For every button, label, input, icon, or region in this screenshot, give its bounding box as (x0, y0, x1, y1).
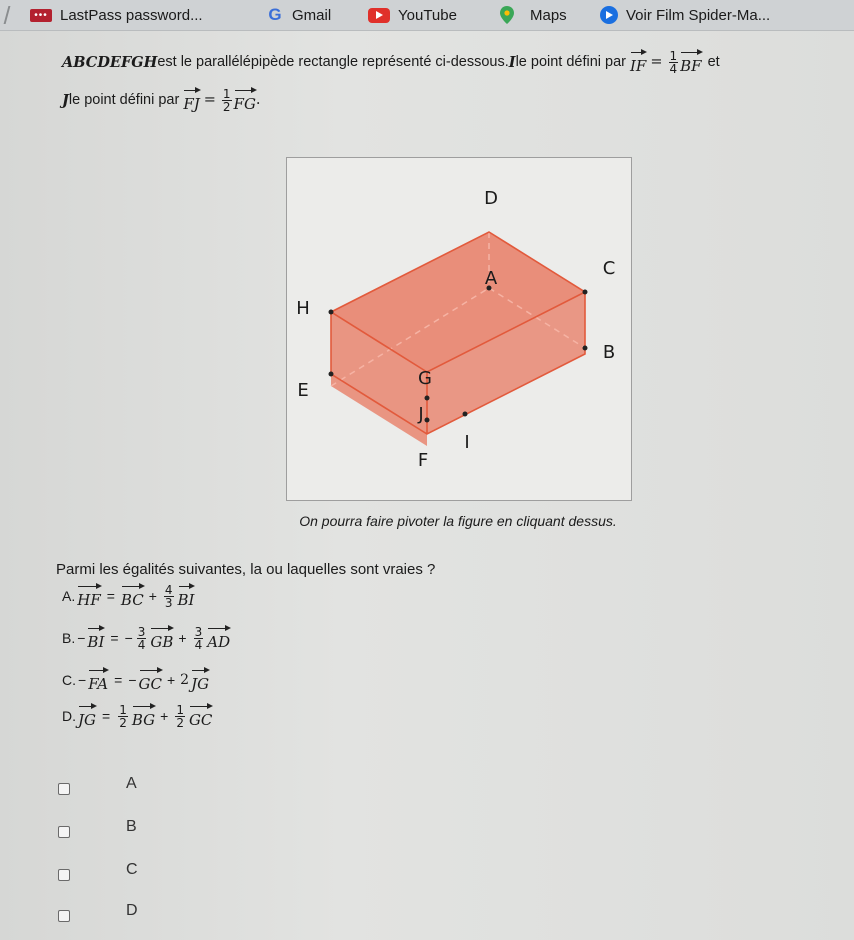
lastpass-icon: ••• (30, 9, 52, 22)
label-A: A (484, 268, 498, 289)
label-D: D (484, 188, 498, 209)
checkbox-box[interactable] (58, 826, 70, 838)
checkbox-B[interactable] (58, 826, 70, 838)
fraction-1-4: $\frac{1}{4}$ (669, 48, 678, 76)
bookmark-film[interactable] (600, 0, 770, 30)
vector-BG: BG (132, 703, 155, 729)
bookmark-label: Gmail (292, 6, 332, 24)
bookmark-maps[interactable] (500, 0, 567, 30)
fraction-4-3: $\frac{4}{3}$ (164, 582, 173, 610)
checkbox-label-C: C (126, 861, 138, 878)
vector-FG: FG (234, 87, 256, 113)
point-dot-C (583, 290, 588, 295)
question-line-1 (62, 49, 720, 75)
label-G: G (418, 368, 432, 389)
point-dot-G (425, 396, 430, 401)
conjunction-et: et (707, 54, 720, 70)
play-icon (600, 6, 618, 24)
option-letter: D. (62, 708, 76, 724)
equals-sign: = (650, 54, 663, 70)
question-text-def: le point défini par (515, 54, 626, 70)
bookmark-label: Maps (530, 6, 567, 24)
parallelepiped-figure[interactable] (286, 157, 632, 501)
checkbox-label-A: A (126, 775, 137, 792)
equals-sign: = (203, 92, 216, 108)
option-letter: B. (62, 630, 76, 646)
point-I: I (508, 53, 516, 71)
fraction-3-4: $\frac{3}{4}$ (194, 624, 203, 652)
vector-HF: HF (77, 583, 101, 609)
solid-name: ABCDEFGH (62, 53, 158, 71)
bookmark-label: YouTube (398, 6, 457, 24)
vector-GC: GC (189, 703, 212, 729)
label-J: J (418, 404, 424, 425)
vector-AD: AD (207, 625, 230, 651)
point-dot-B (583, 346, 588, 351)
question-prompt: Parmi les égalités suivantes, la ou laquelles sont vraies ? (56, 561, 436, 578)
vector-BI: BI (87, 625, 104, 651)
option-D: D. JG = $\frac{1}{2}$ BG + $\frac{1}{2}$ GC (62, 702, 213, 730)
vector-GC: GC (139, 667, 162, 693)
vector-BC: BC (121, 583, 144, 609)
vector-BI: BI (178, 583, 195, 609)
fraction-1-2: $\frac{1}{2}$ (119, 702, 127, 730)
parallelepiped-svg[interactable] (287, 158, 631, 500)
label-H: H (296, 298, 310, 319)
bookmark-youtube[interactable] (368, 0, 457, 30)
vector-IF: IF (630, 49, 646, 75)
checkbox-label-B: B (126, 818, 137, 835)
point-dot-E (329, 372, 334, 377)
option-letter: C. (62, 672, 76, 688)
question-text-def: le point défini par (68, 92, 180, 108)
fraction-1-2: $\frac{1}{2}$ (176, 702, 184, 730)
label-E: E (297, 380, 309, 401)
bookmark-label: LastPass password... (60, 6, 203, 24)
vector-FA: FA (88, 667, 108, 693)
option-letter: A. (62, 588, 76, 604)
label-B: B (602, 342, 616, 363)
vector-JG: JG (191, 667, 209, 693)
fraction-1-2: $\frac{1}{2}$ (222, 86, 231, 114)
point-dot-J (425, 418, 430, 423)
checkbox-D[interactable] (58, 910, 70, 922)
checkbox-A[interactable] (58, 783, 70, 795)
question-text: est le parallélépipède rectangle représenté ci-dessous. (157, 54, 509, 70)
bookmark-label: Voir Film Spider-Ma... (626, 6, 771, 24)
youtube-icon (368, 8, 390, 23)
point-dot-H (329, 310, 334, 315)
bar-separator (4, 6, 11, 24)
checkbox-box[interactable] (58, 910, 70, 922)
checkbox-label-D: D (126, 902, 138, 919)
fraction-3-4: $\frac{3}{4}$ (137, 624, 146, 652)
point-J: J (62, 91, 69, 109)
label-C: C (602, 258, 616, 279)
option-A: A. HF = BC + $\frac{4}{3}$ BI (62, 582, 195, 610)
vector-JG: JG (78, 703, 96, 729)
google-icon: G (268, 5, 282, 24)
vector-BF: BF (680, 49, 701, 75)
vector-FJ: FJ (183, 87, 199, 113)
checkbox-C[interactable] (58, 869, 70, 881)
maps-pin-icon (500, 6, 514, 24)
vector-GB: GB (150, 625, 173, 651)
bookmark-gmail[interactable] (266, 0, 331, 30)
bookmarks-bar (0, 0, 854, 31)
exercise-page (0, 31, 854, 940)
bookmark-lastpass[interactable] (30, 0, 203, 30)
label-I: I (464, 432, 470, 453)
point-dot-I (463, 412, 468, 417)
option-C: C. − FA = − GC + 2 JG (62, 667, 209, 693)
figure-caption: On pourra faire pivoter la figure en cliquant dessus. (299, 513, 617, 529)
label-F: F (417, 450, 429, 471)
question-line-2: J le point défini par FJ = $\frac{1}{2}$ FG . (62, 86, 261, 114)
checkbox-box[interactable] (58, 869, 70, 881)
checkbox-box[interactable] (58, 783, 70, 795)
option-B: B. − BI = − $\frac{3}{4}$ GB + $\frac{3}{4}$ AD (62, 624, 231, 652)
